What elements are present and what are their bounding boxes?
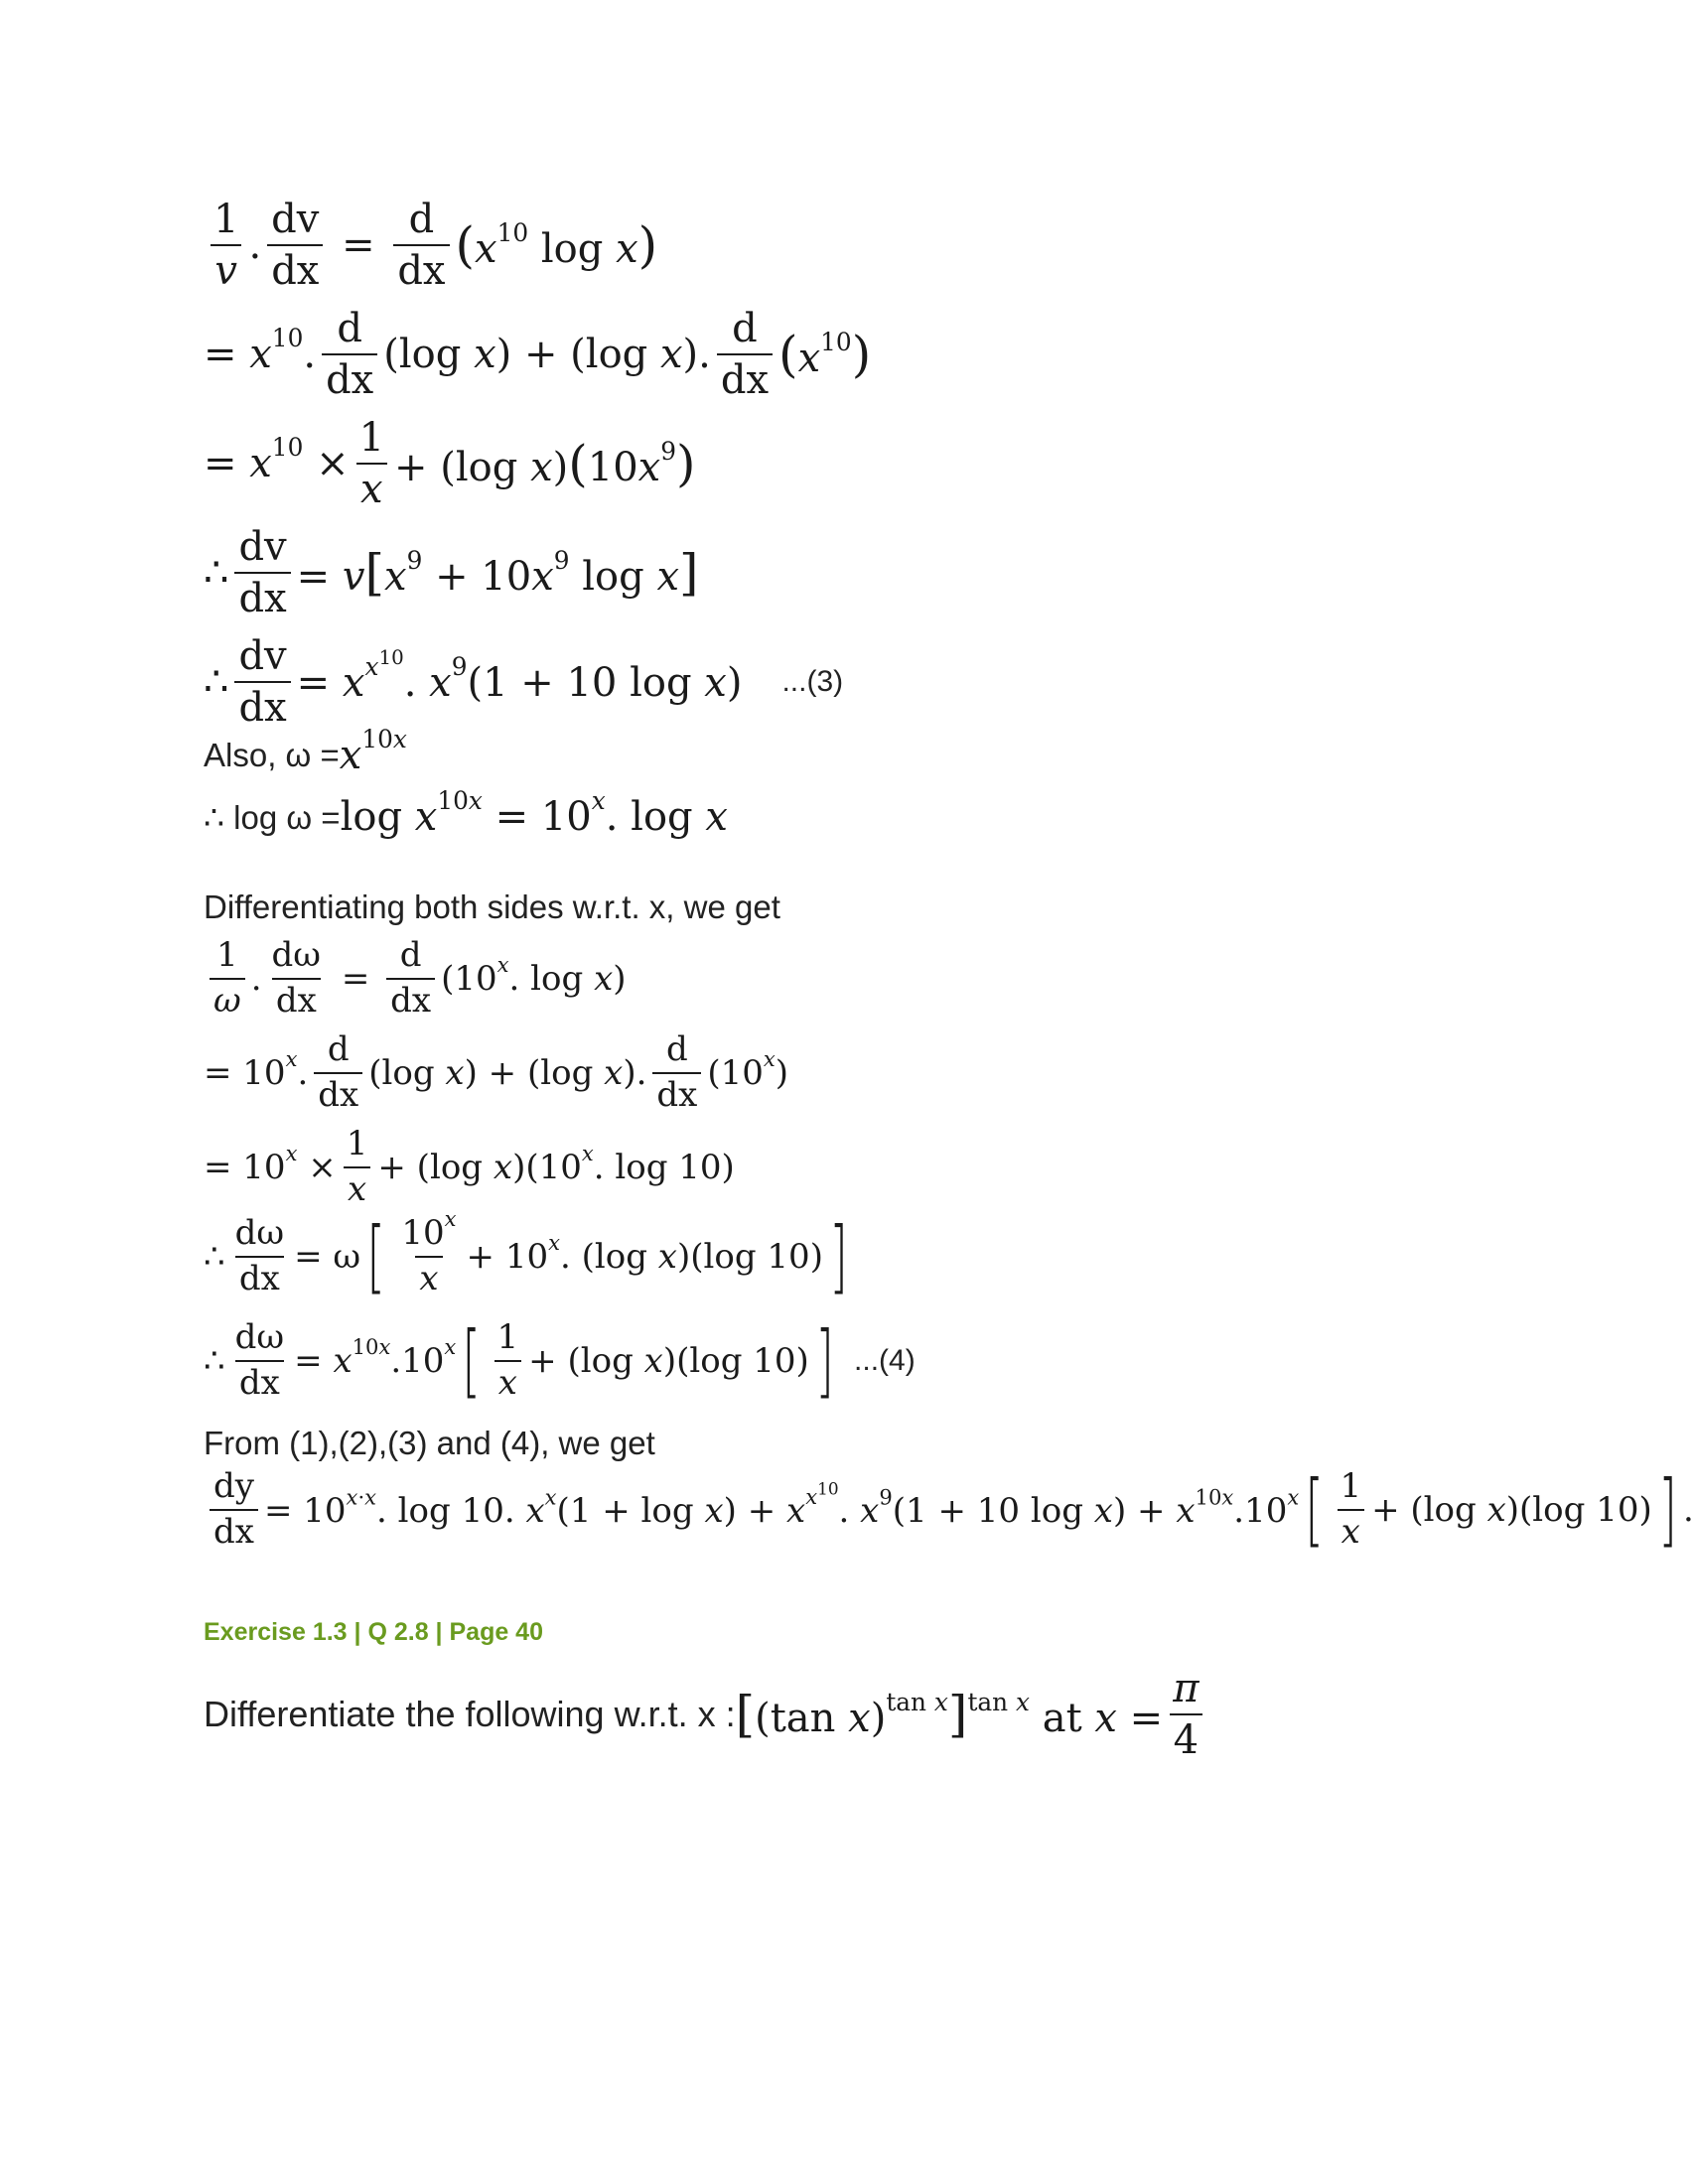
question-text: Differentiate the following w.r.t. x : (204, 1694, 736, 1734)
log-omega-line: ∴ log ω = $\log x^{10x} = 10^x$. log x (204, 785, 728, 840)
from-text: From (1),(2),(3) and (4), we get (204, 1425, 655, 1461)
fraction: $\frac{\pi}{4}$ (1169, 1668, 1202, 1761)
fraction: $\frac{10^x}{x}$ (401, 1206, 457, 1298)
differentiating-text: Differentiating both sides w.r.t. x, we get (204, 888, 780, 925)
fraction: $\frac{dv}{dx}$ (234, 526, 290, 619)
exercise-reference: Exercise 1.3 | Q 2.8 | Page 40 (204, 1618, 543, 1646)
equation-line-10: ∴ $\frac{d\omega}{dx}$ = $x^{10x}.10^x$ [ $\frac{1}{x}$ + (log x)(log 10) ] ...(4) (204, 1313, 916, 1407)
also-line: Also, ω = x $^{10x}$ (204, 724, 407, 778)
equation-line-7: = $10^x$. $\frac{d}{dx}$ (log x) + (log x). $\frac{d}{dx}$ (10$^x$) (204, 1029, 789, 1115)
equation-line-5: ∴ $\frac{dv}{dx}$ = $x^{x^{10}}$. $x^9(1 + 10$ log x) ...(3) (204, 633, 844, 731)
fraction: $\frac{d\omega}{dx}$ (234, 1317, 285, 1403)
question-line: Differentiate the following w.r.t. x : [(tan x)$^{tan x}$]$^{tan x}$ at x = $\frac{\pi}{4}$ (204, 1668, 1209, 1761)
fraction: $\frac{1}{\omega}$ (210, 938, 245, 1019)
fraction: $\frac{dv}{dx}$ (267, 199, 323, 292)
also-text: Also, ω = (204, 737, 340, 773)
log-omega-text: ∴ log ω = (204, 798, 341, 836)
equation-line-8: = $10^x$ × $\frac{1}{x}$ + (log x)(10$^x$. log 10) (204, 1124, 735, 1209)
fraction: $\frac{d}{dx}$ (717, 308, 773, 401)
differentiating-line (204, 888, 780, 926)
equation-line-2: = $x^{10}$. $\frac{d}{dx}$ (log x) + (log x). $\frac{d}{dx}$ $(x^{10})$ (204, 306, 872, 403)
equation-line-9: ∴ $\frac{d\omega}{dx}$ = ω [ $\frac{10^x}{x}$ + $10^x$. (log x)(log 10) ] (204, 1206, 848, 1302)
fraction: $\frac{dv}{dx}$ (234, 635, 290, 729)
fraction: $\frac{1}{x}$ (1336, 1469, 1365, 1550)
fraction: $\frac{d\omega}{dx}$ (234, 1213, 285, 1298)
fraction: $\frac{1}{x}$ (494, 1320, 523, 1401)
fraction: $\frac{1}{v}$ (210, 199, 242, 292)
equation-line-3: = $x^{10}$ × $\frac{1}{x}$ + (log $x)(10x^9)$ (204, 415, 696, 512)
equation-label-4: ...(4) (854, 1343, 916, 1377)
equation-line-6: $\frac{1}{\omega}$ . $\frac{d\omega}{dx}$ = $\frac{d}{dx}$ (10$^x$. log x) (204, 938, 627, 1019)
final-equation: $\frac{dy}{dx}$ = $10^{x\cdot x}$. log 10. $x^x(1 + \log x) + x^{x^{10}}$. $x^9(1 + 10$ $\log x) + x^{10x}.10^x$ [ $\frac{1}{x}$ + (log x)(log 10) ] . (204, 1469, 1694, 1550)
fraction: $\frac{d}{dx}$ (322, 308, 377, 401)
fraction: $\frac{dy}{dx}$ (210, 1469, 258, 1550)
equation-line-1: $\frac{1}{v}$ . $\frac{dv}{dx}$ = $\frac{d}{dx}$ ($x^{10}$ log x) (204, 199, 657, 292)
fraction: $\frac{d}{dx}$ (652, 1032, 701, 1113)
equation-label-3: ...(3) (781, 665, 844, 698)
from-line (204, 1425, 655, 1462)
fraction: $\frac{1}{x}$ (343, 1127, 372, 1207)
end-dot: . (1682, 1489, 1694, 1530)
equation-line-4: ∴ $\frac{dv}{dx}$ = $v[x^9 + 10x^9$ log x] (204, 524, 699, 621)
fraction: $\frac{d}{dx}$ (314, 1032, 362, 1113)
fraction: $\frac{1}{x}$ (355, 417, 388, 510)
fraction: $\frac{d\omega}{dx}$ (271, 935, 322, 1021)
fraction: $\frac{d}{dx}$ (386, 938, 435, 1019)
fraction: $\frac{d}{dx}$ (393, 199, 449, 292)
